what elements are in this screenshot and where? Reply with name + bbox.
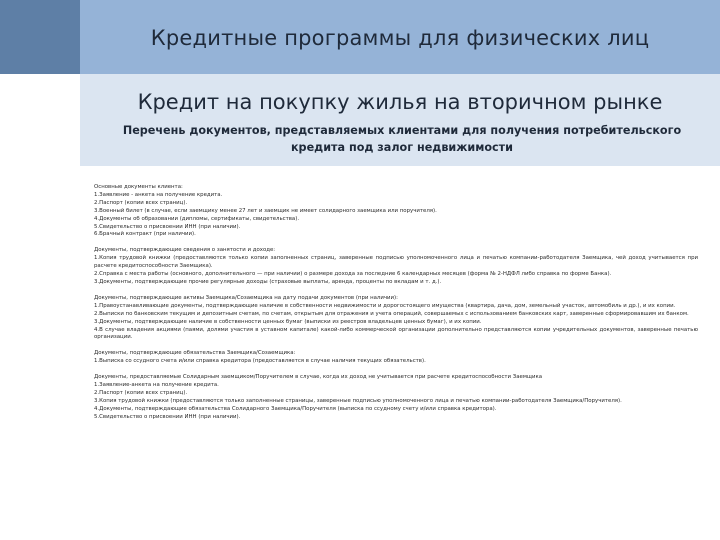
list-item: 1.Заявление - анкета на получение кредита.	[94, 191, 223, 198]
section-co-borrower	[94, 374, 698, 421]
document-list	[94, 184, 698, 430]
list-item: 2.Паспорт (копии всех страниц).	[94, 389, 188, 396]
list-item: 2.Выписки по банковским текущим и депозитным счетам, по счетам, открытым для отражения и учета операций, совершаемых с использованием банковских карт, заверенные сформировавшим их банком.	[94, 310, 689, 317]
section-obligations	[94, 350, 698, 366]
section-heading: Основные документы клиента:	[94, 184, 183, 190]
section-heading: Документы, подтверждающие активы Заемщика/Созаемщика на дату подачи документов (при наличии):	[94, 294, 398, 301]
list-item: 5.Свидетельство о присвоении ИНН (при наличии).	[94, 413, 241, 420]
section-client-documents	[94, 184, 698, 239]
list-item: 3.Копия трудовой книжки (предоставляются только заполненные страницы, заверенные подписью уполномоченного лица и печатью компании-работодателя Заемщика/Поручителя).	[94, 397, 622, 404]
section-heading: Документы, подтверждающие обязательства Заемщика/Созаемщика:	[94, 350, 296, 357]
list-item: 4.Документы, подтверждающие обязательства Солидарного Заемщика/Поручителя (выписка по ссудному счету и/или справка кредитора).	[94, 405, 497, 412]
section-assets	[94, 295, 698, 342]
list-item: 3.Военный билет (в случае, если заемщику менее 27 лет и заемщик не имеет солидарного заемщика или поручителя).	[94, 207, 437, 214]
list-item: 5.Свидетельство о присвоении ИНН (при наличии).	[94, 223, 241, 230]
list-item: 4.В случае владения акциями (паями, долями участия в уставном капитале) какой-либо коммерческой организации дополнительно представляются копии учредительных документов, заверенные печатью организации.	[94, 326, 698, 341]
slide-caption: Перечень документов, представляемых клиентами для получения потребительского кредита под залог недвижимости	[122, 124, 682, 154]
list-item: 1.Выписка со ссудного счета и/или справка кредитора (предоставляется в случае наличия текущих обязательств).	[94, 358, 426, 365]
list-item: 2.Паспорт (копии всех страниц).	[94, 199, 188, 206]
list-item: 1.Заявление-анкета на получение кредита.	[94, 382, 219, 389]
page-title: Кредитные программы для физических лиц	[150, 26, 650, 50]
list-item: 1.Копия трудовой книжки (предоставляются только копии заполненных страниц, заверенные подписью уполномоченного лица и печатью компании-работодателя Заемщика, чей доход учитывается при расчете кредитоспособности Заемщика).	[94, 255, 698, 270]
section-heading: Документы, подтверждающие сведения о занятости и доходе:	[94, 247, 276, 254]
list-item: 3.Документы, подтверждающие прочие регулярные доходы (страховые выплаты, аренда, проценты по вкладам и т. д.).	[94, 278, 442, 285]
section-employment-income	[94, 247, 698, 287]
slide-subtitle: Кредит на покупку жилья на вторичном рынке	[137, 90, 663, 114]
left-margin	[0, 74, 80, 166]
list-item: 6.Брачный контракт (при наличии).	[94, 231, 196, 238]
list-item: 1.Правоустанавливающие документы, подтверждающие наличие в собственности недвижимости и дорогостоящего имущества (квартира, дача, дом, земельный участок, автомобиль и др.), и их копии.	[94, 302, 676, 309]
list-item: 4.Документы об образовании (дипломы, сертификаты, свидетельства).	[94, 215, 300, 222]
list-item: 2.Справка с места работы (основного, дополнительного — при наличии) о размере дохода за последние 6 календарных месяцев (форма № 2-НДФЛ либо справка по форме Банка).	[94, 271, 612, 278]
left-accent-bar	[0, 0, 80, 74]
section-heading: Документы, предоставляемые Солидарным заемщиком/Поручителем в случае, когда их доход не учитывается при расчете кредитоспособности Заемщика	[94, 374, 543, 381]
list-item: 3.Документы, подтверждающие наличие в собственности ценных бумаг (выписки из реестров владельцев ценных бумаг), и их копии.	[94, 318, 482, 325]
